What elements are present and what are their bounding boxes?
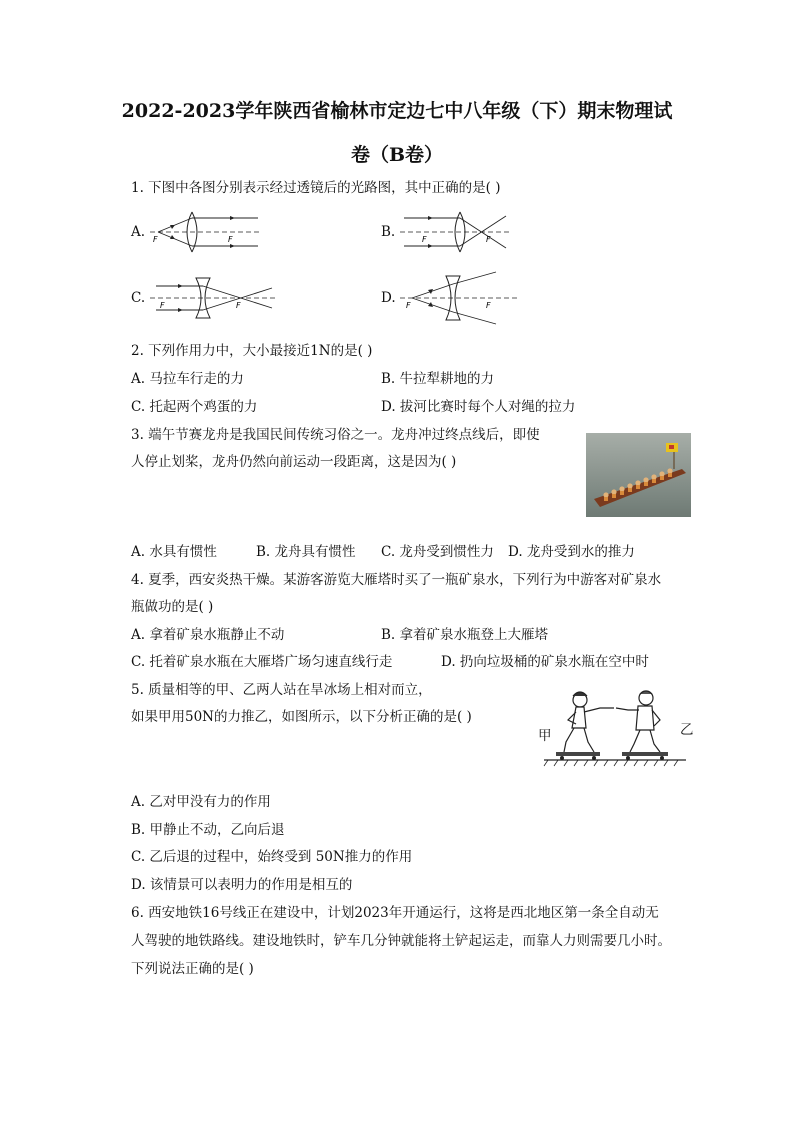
q5-label-yi: 乙 bbox=[680, 722, 694, 738]
q3-option-d: D. 龙舟受到水的推力 bbox=[508, 544, 635, 560]
q1-c-focus-right: F bbox=[236, 301, 241, 310]
q1-b-focus-left: F bbox=[422, 235, 427, 244]
exam-title-line2: 卷（B卷） bbox=[350, 144, 444, 166]
q1-stem: 1. 下图中各图分别表示经过透镜后的光路图，其中正确的是( ) bbox=[131, 180, 501, 196]
q2-option-d: D. 拔河比赛时每个人对绳的拉力 bbox=[381, 399, 576, 415]
q3-option-c: C. 龙舟受到惯性力 bbox=[381, 544, 494, 560]
q4-option-c: C. 托着矿泉水瓶在大雁塔广场匀速直线行走 bbox=[131, 654, 393, 670]
q1-option-d-diagram bbox=[400, 270, 518, 326]
q5-label-jia: 甲 bbox=[538, 728, 552, 744]
q2-stem: 2. 下列作用力中，大小最接近1N的是( ) bbox=[131, 343, 373, 359]
exam-title-line1: 2022-2023学年陕西省榆林市定边七中八年级（下）期末物理试 bbox=[121, 100, 673, 122]
q1-option-b-diagram bbox=[400, 208, 510, 256]
q4-option-d: D. 扔向垃圾桶的矿泉水瓶在空中时 bbox=[441, 654, 649, 670]
q2-option-c: C. 托起两个鸡蛋的力 bbox=[131, 399, 258, 415]
q5-stem-line2: 如果甲用50N的力推乙，如图所示，以下分析正确的是( ) bbox=[131, 709, 472, 725]
q1-option-c-label: C. bbox=[131, 290, 146, 306]
skaters-illustration bbox=[542, 686, 688, 770]
q5-stem-line1: 5. 质量相等的甲、乙两人站在旱冰场上相对而立， bbox=[131, 682, 432, 698]
q4-option-b: B. 拿着矿泉水瓶登上大雁塔 bbox=[381, 627, 549, 643]
q6-stem-line3: 下列说法正确的是( ) bbox=[131, 961, 254, 977]
q1-b-focus-right: F bbox=[486, 235, 491, 244]
q1-a-focus-left: F bbox=[153, 235, 158, 244]
q1-d-focus-left: F bbox=[406, 301, 411, 310]
q3-option-b: B. 龙舟具有惯性 bbox=[256, 544, 356, 560]
q1-a-focus-right: F bbox=[228, 235, 233, 244]
q2-option-b: B. 牛拉犁耕地的力 bbox=[381, 371, 495, 387]
q3-stem-line2: 人停止划桨，龙舟仍然向前运动一段距离，这是因为( ) bbox=[131, 454, 457, 470]
q6-stem-line2: 人驾驶的地铁路线。建设地铁时，铲车几分钟就能将土铲起运走，而靠人力则需要几小时。 bbox=[131, 933, 671, 949]
q5-option-d: D. 该情景可以表明力的作用是相互的 bbox=[131, 877, 353, 893]
q4-stem-line1: 4. 夏季，西安炎热干燥。某游客游览大雁塔时买了一瓶矿泉水，下列行为中游客对矿泉水 bbox=[131, 572, 662, 588]
q3-stem-line1: 3. 端午节赛龙舟是我国民间传统习俗之一。龙舟冲过终点线后，即使 bbox=[131, 427, 540, 443]
q1-option-a-label: A. bbox=[131, 224, 146, 240]
dragon-boat-photo bbox=[586, 433, 691, 517]
q1-c-focus-left: F bbox=[160, 301, 165, 310]
q3-option-a: A. 水具有惯性 bbox=[131, 544, 217, 560]
q5-option-a: A. 乙对甲没有力的作用 bbox=[131, 794, 271, 810]
q1-option-c-diagram bbox=[150, 274, 278, 322]
q1-option-a-diagram bbox=[150, 208, 260, 256]
q5-option-b: B. 甲静止不动，乙向后退 bbox=[131, 822, 285, 838]
q5-option-c: C. 乙后退的过程中，始终受到 50N推力的作用 bbox=[131, 849, 413, 865]
q4-stem-line2: 瓶做功的是( ) bbox=[131, 599, 214, 615]
q4-option-a: A. 拿着矿泉水瓶静止不动 bbox=[131, 627, 285, 643]
q2-option-a: A. 马拉车行走的力 bbox=[131, 371, 244, 387]
q1-d-focus-right: F bbox=[486, 301, 491, 310]
q6-stem-line1: 6. 西安地铁16号线正在建设中，计划2023年开通运行，这将是西北地区第一条全自动无 bbox=[131, 905, 659, 921]
q1-option-b-label: B. bbox=[381, 224, 396, 240]
q1-option-d-label: D. bbox=[381, 290, 396, 306]
